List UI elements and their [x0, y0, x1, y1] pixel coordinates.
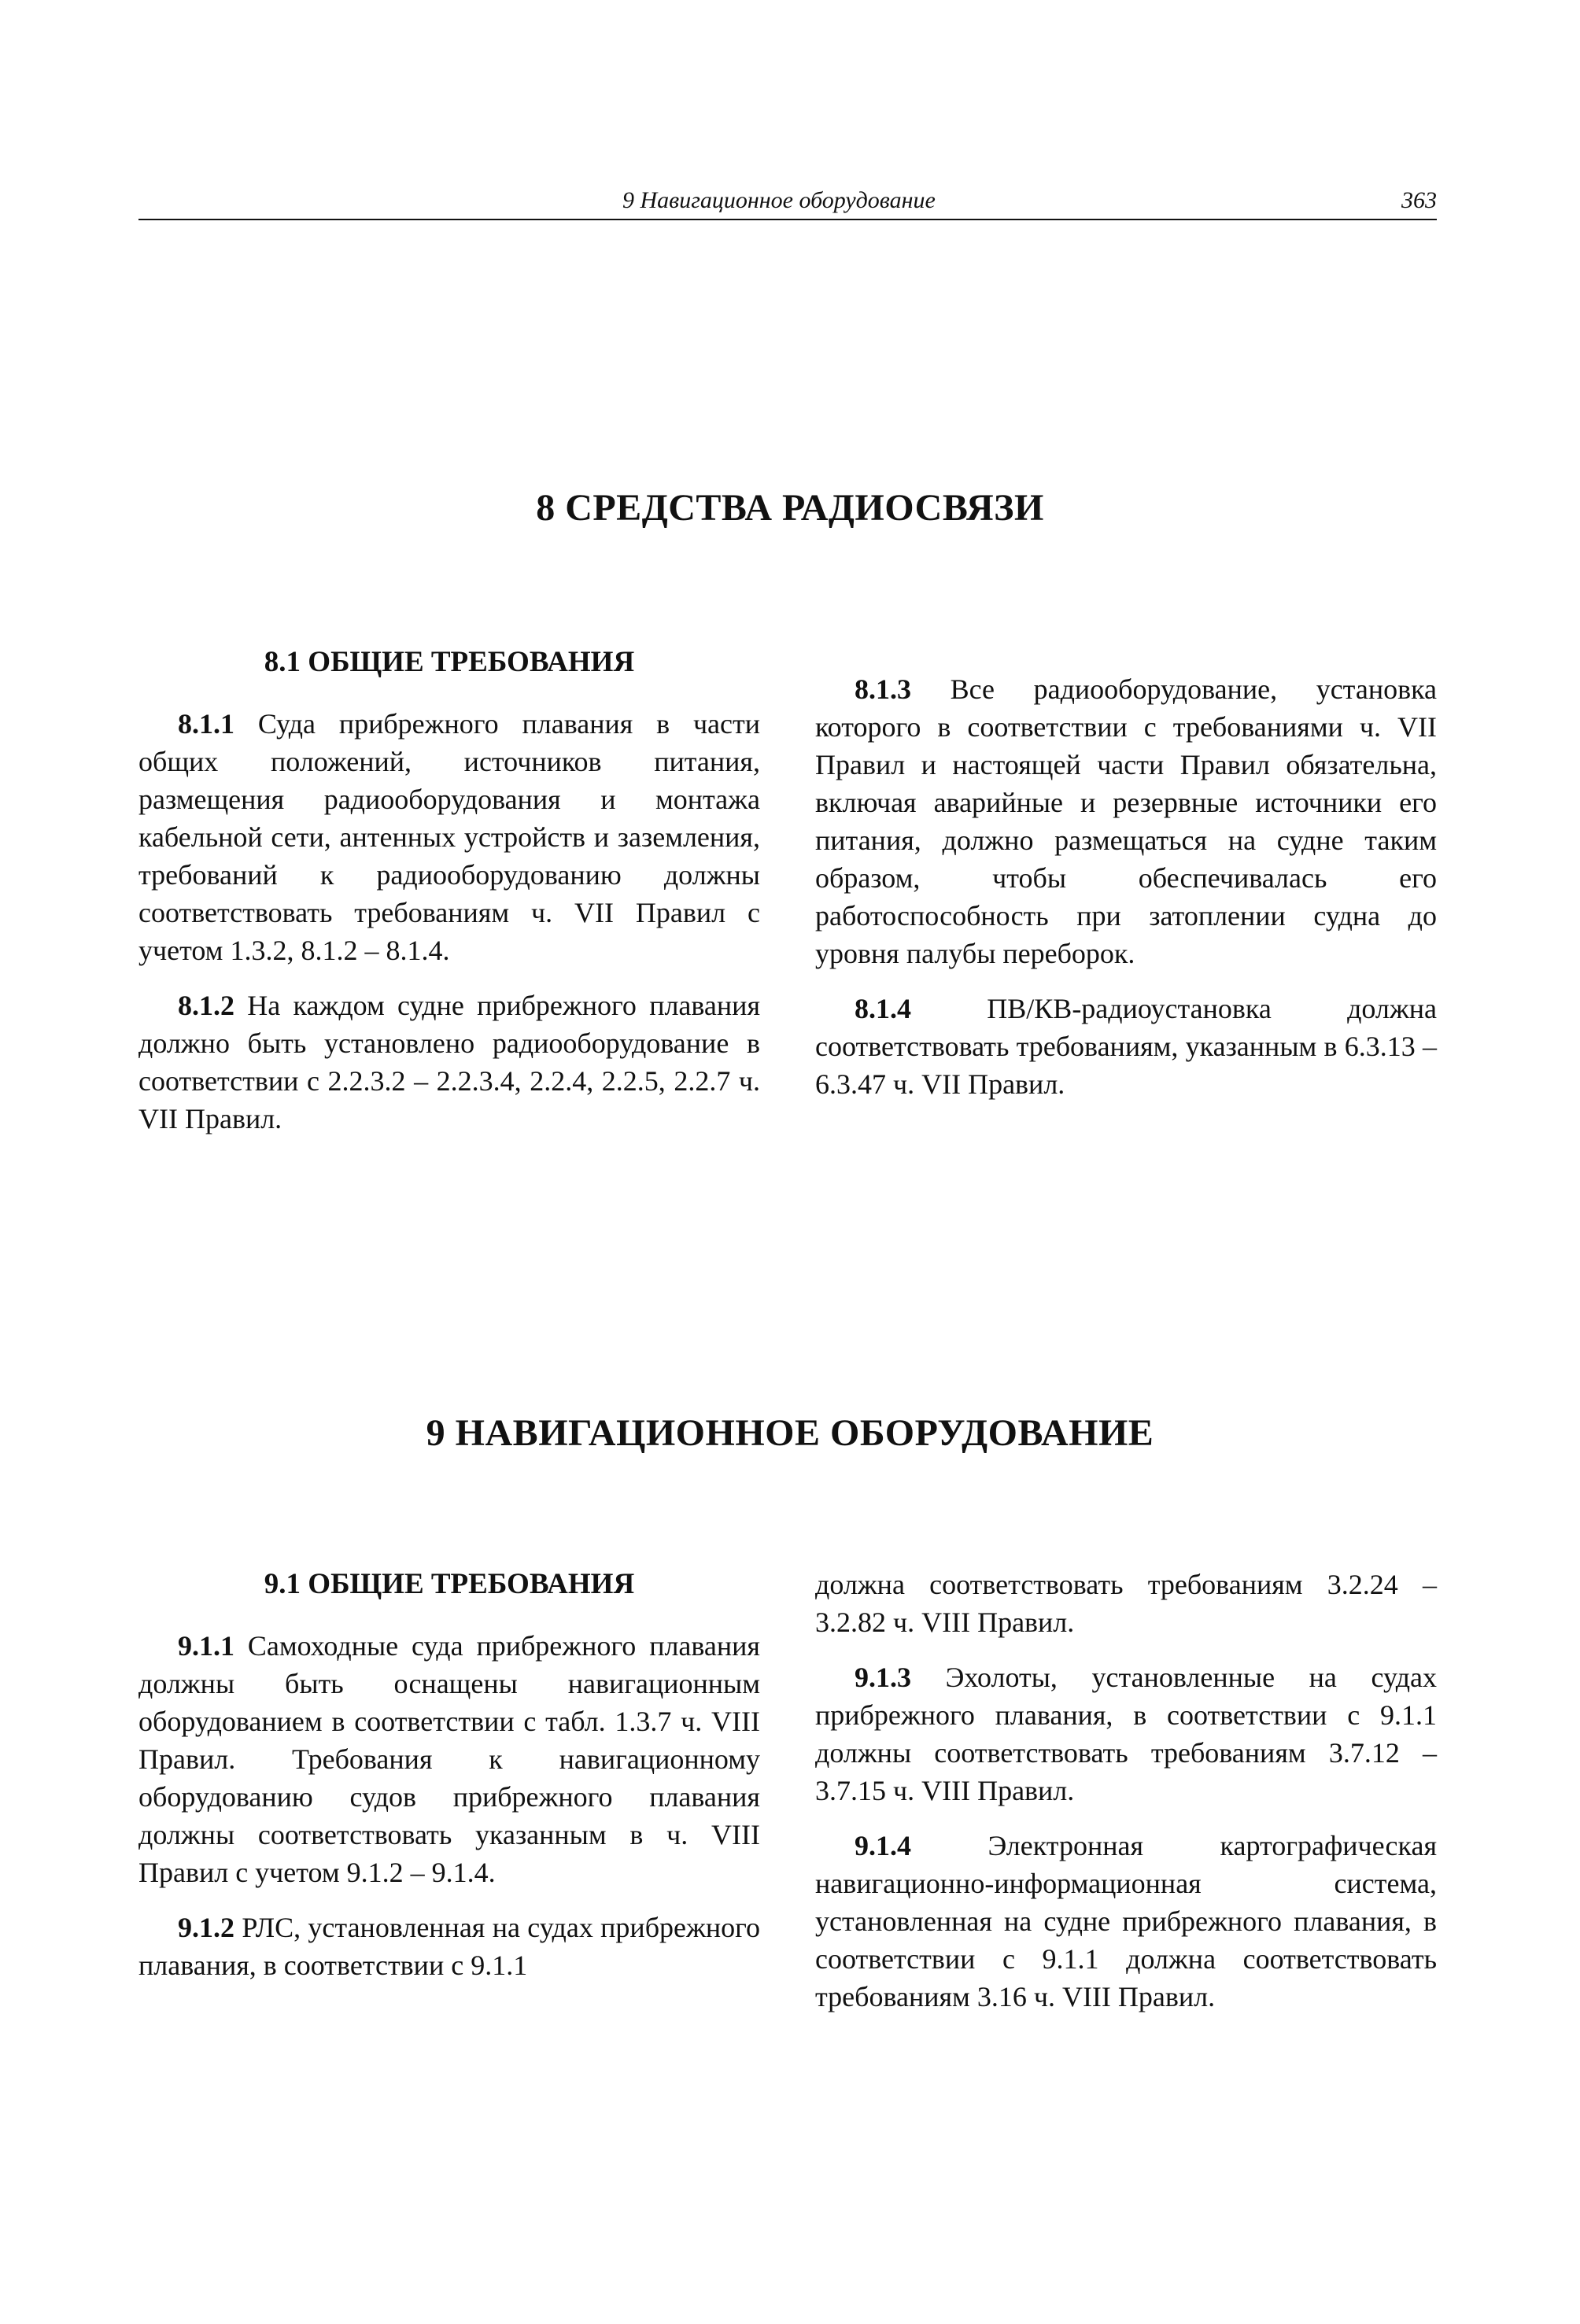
- paragraph-8-1-1: [138, 705, 760, 969]
- paragraph-number: 8.1.2: [178, 990, 234, 1021]
- paragraph-text: РЛС, установленная на судах прибрежного плавания, в соответствии с 9.1.1: [138, 1912, 760, 1981]
- paragraph-9-1-4: [815, 1827, 1437, 2016]
- section-9-1-title: 9.1 ОБЩИЕ ТРЕБОВАНИЯ: [264, 1568, 635, 1600]
- paragraph-number: 9.1.3: [855, 1662, 911, 1693]
- paragraph-number: 8.1.1: [178, 708, 234, 740]
- paragraph-number: 8.1.4: [855, 993, 911, 1024]
- paragraph-text: должна соответствовать требованиям 3.2.24 – 3.2.82 ч. VIII Правил.: [815, 1569, 1437, 1638]
- paragraph-number: 8.1.3: [855, 673, 911, 705]
- chapter-8-title: 8 СРЕДСТВА РАДИОСВЯЗИ: [536, 487, 1044, 529]
- running-header: [138, 186, 1437, 220]
- page-number: 363: [1401, 187, 1437, 213]
- section-8-1-title: 8.1 ОБЩИЕ ТРЕБОВАНИЯ: [264, 646, 635, 678]
- paragraph-9-1-1: [138, 1627, 760, 1891]
- paragraph-text: На каждом судне прибрежного плавания должно быть установлено радиооборудование в соответствии с 2.2.3.2 – 2.2.3.4, 2.2.4, 2.2.5, 2.2.7 ч. VII Правил.: [138, 990, 760, 1134]
- paragraph-text: Эхолоты, установленные на судах прибрежного плавания, в соответствии с 9.1.1 должны соответствовать требованиям 3.7.12 – 3.7.15 ч. VIII Правил.: [815, 1662, 1438, 1806]
- paragraph-number: 9.1.4: [855, 1830, 911, 1861]
- paragraph-number: 9.1.1: [178, 1630, 234, 1662]
- chapter-8-right-column: [815, 670, 1437, 1120]
- paragraph-text: Все радиооборудование, установка которого в соответствии с требованиями ч. VII Правил и настоящей части Правил обязательна, включая аварийные и резервные источники его питания, должно размещаться на судне таким образом, чтобы обеспечивалась его работоспособность при затоплении судна до уровня палубы переборок.: [815, 673, 1438, 969]
- paragraph-8-1-2: [138, 987, 760, 1138]
- paragraph-9-1-2: [138, 1909, 760, 1984]
- chapter-8-left-column: [138, 644, 760, 1155]
- paragraph-8-1-4: [815, 990, 1437, 1103]
- chapter-9-title: 9 НАВИГАЦИОННОЕ ОБОРУДОВАНИЕ: [426, 1412, 1154, 1454]
- paragraph-9-1-3: [815, 1658, 1437, 1809]
- paragraph-8-1-3: [815, 670, 1437, 972]
- running-header-title: 9 Навигационное оборудование: [622, 187, 936, 213]
- paragraph-text: Суда прибрежного плавания в части общих положений, источников питания, размещения радиооборудования и монтажа кабельной сети, антенных устройств и заземления, требований к радиооборудованию должны соответствовать требованиям ч. VII Правил с учетом 1.3.2, 8.1.2 – 8.1.4.: [138, 708, 761, 966]
- paragraph-9-1-2-continued: [815, 1566, 1437, 1641]
- paragraph-text: Электронная картографическая навигационно-информационная система, установленная на судне прибрежного плавания, в соответствии с 9.1.1 должна соответствовать требованиям 3.16 ч. VIII Правил.: [815, 1830, 1437, 2012]
- paragraph-text: ПВ/КВ-радиоустановка должна соответствовать требованиям, указанным в 6.3.13 – 6.3.47 ч. VII Правил.: [815, 993, 1438, 1100]
- paragraph-number: 9.1.2: [178, 1912, 234, 1943]
- chapter-9-right-column: [815, 1566, 1437, 2033]
- paragraph-text: Самоходные суда прибрежного плавания должны быть оснащены навигационным оборудованием в соответствии с табл. 1.3.7 ч. VIII Правил. Требования к навигационному оборудованию судов прибрежного плавания должны соответствовать указанным в ч. VIII Правил с учетом 9.1.2 – 9.1.4.: [138, 1630, 760, 1888]
- chapter-9-left-column: [138, 1566, 760, 2001]
